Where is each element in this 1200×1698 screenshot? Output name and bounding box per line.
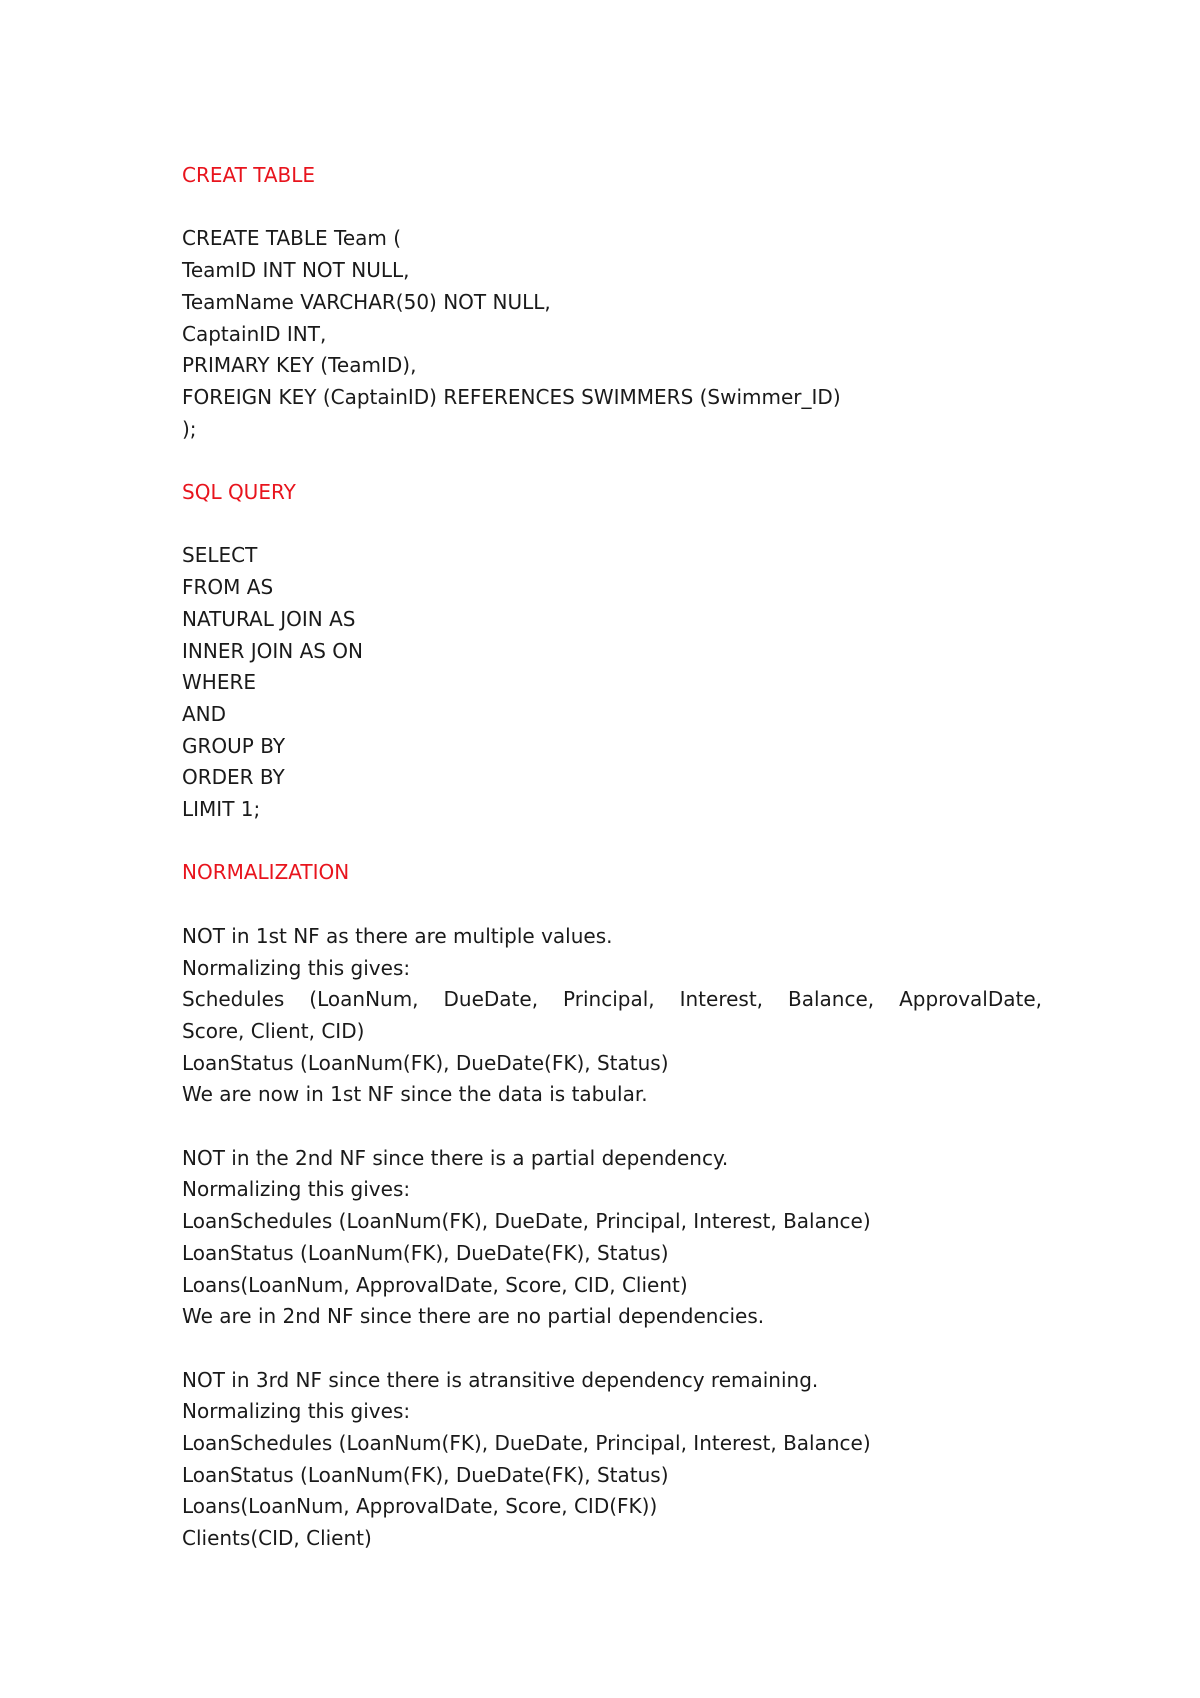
section-heading-create-table: CREAT TABLE: [182, 163, 316, 187]
paragraph-line: LoanStatus (LoanNum(FK), DueDate(FK), Status): [182, 1462, 669, 1487]
query-line: SELECT: [182, 543, 258, 568]
paragraph-line: Loans(LoanNum, ApprovalDate, Score, CID(FK)): [182, 1494, 658, 1519]
document-body: [182, 160, 1042, 1555]
query-line: WHERE: [182, 670, 256, 695]
paragraph-line: We are in 2nd NF since there are no partial dependencies.: [182, 1304, 765, 1329]
paragraph-line: Normalizing this gives:: [182, 1177, 411, 1202]
code-line: FOREIGN KEY (CaptainID) REFERENCES SWIMMERS (Swimmer_ID): [182, 384, 841, 409]
query-line: GROUP BY: [182, 733, 286, 758]
spacer: [182, 826, 1042, 858]
query-line: NATURAL JOIN AS: [182, 606, 356, 631]
query-line: FROM AS: [182, 575, 274, 600]
paragraph-line: LoanSchedules (LoanNum(FK), DueDate, Principal, Interest, Balance): [182, 1209, 871, 1234]
paragraph-line: We are now in 1st NF since the data is tabular.: [182, 1082, 648, 1107]
paragraph-line: Clients(CID, Client): [182, 1526, 372, 1551]
code-line: );: [182, 416, 197, 441]
paragraph-line: LoanStatus (LoanNum(FK), DueDate(FK), Status): [182, 1240, 669, 1265]
query-line: LIMIT 1;: [182, 797, 261, 822]
paragraph-line: Score, Client, CID): [182, 1018, 365, 1043]
paragraph-line: NOT in 1st NF as there are multiple values.: [182, 923, 613, 948]
spacer: [182, 445, 1042, 477]
code-line: CaptainID INT,: [182, 321, 327, 346]
query-line: ORDER BY: [182, 765, 285, 790]
paragraph-line: Schedules (LoanNum, DueDate, Principal, Interest, Balance, ApprovalDate,: [182, 987, 1042, 1012]
code-line: PRIMARY KEY (TeamID),: [182, 353, 417, 378]
query-line: INNER JOIN AS ON: [182, 638, 364, 663]
paragraph-line: LoanStatus (LoanNum(FK), DueDate(FK), Status): [182, 1050, 669, 1075]
paragraph-line: NOT in the 2nd NF since there is a partial dependency.: [182, 1145, 729, 1170]
query-line: AND: [182, 701, 227, 726]
section-heading-normalization: NORMALIZATION: [182, 860, 350, 885]
spacer: [182, 889, 1042, 921]
spacer: [182, 1111, 1042, 1143]
code-line: CREATE TABLE Team (: [182, 226, 402, 251]
code-line: TeamName VARCHAR(50) NOT NULL,: [182, 289, 551, 314]
paragraph-line: Loans(LoanNum, ApprovalDate, Score, CID, Client): [182, 1272, 688, 1297]
paragraph-line: NOT in 3rd NF since there is atransitive dependency remaining.: [182, 1367, 819, 1392]
paragraph-line: Normalizing this gives:: [182, 955, 411, 980]
paragraph-line: LoanSchedules (LoanNum(FK), DueDate, Principal, Interest, Balance): [182, 1431, 871, 1456]
code-line: TeamID INT NOT NULL,: [182, 258, 410, 283]
section-heading-sql-query: SQL QUERY: [182, 480, 296, 504]
spacer: [182, 1333, 1042, 1365]
spacer: [182, 509, 1042, 541]
paragraph-line: Normalizing this gives:: [182, 1399, 411, 1424]
spacer: [182, 192, 1042, 224]
